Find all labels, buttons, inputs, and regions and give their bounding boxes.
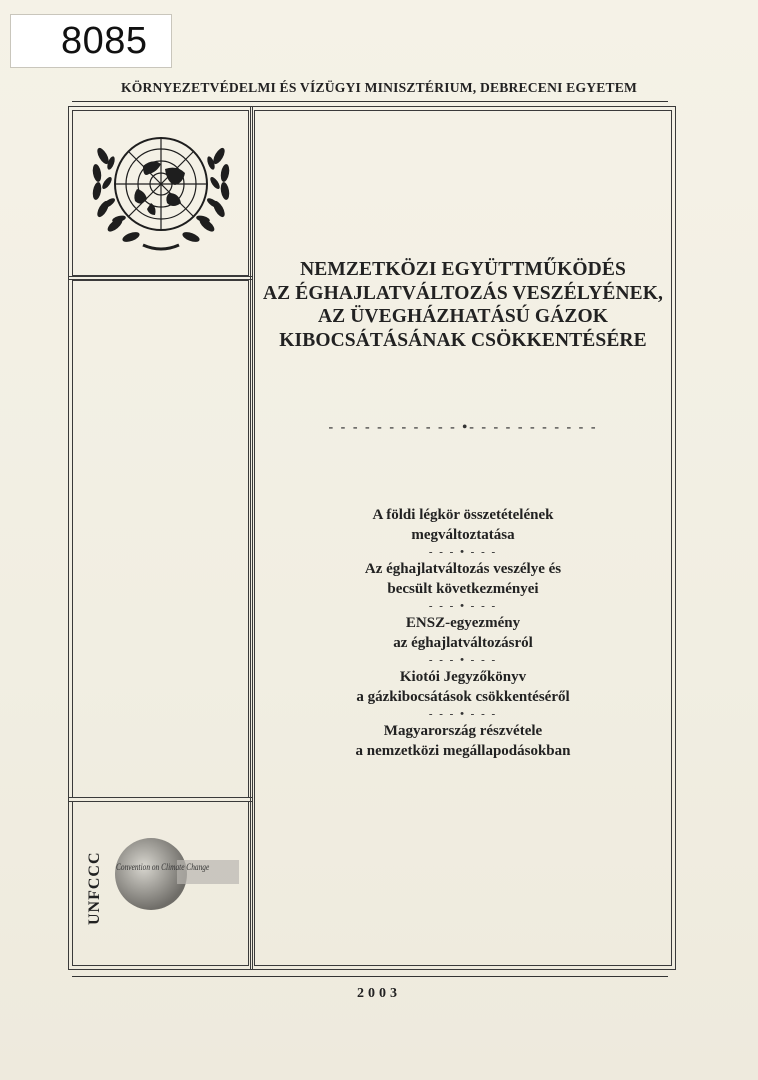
topic-item	[254, 559, 672, 599]
top-rule	[72, 101, 668, 102]
catalog-number: 8085	[61, 19, 148, 62]
topic-separator: - - - • - - -	[428, 600, 498, 612]
topic-line: ENSZ-egyezmény	[405, 615, 521, 631]
bottom-rule	[72, 976, 668, 977]
topic-line: becsült következményei	[387, 581, 539, 597]
topic-line: Kiotói Jegyzőkönyv	[399, 669, 527, 685]
catalog-number-sticker	[10, 14, 172, 68]
topic-item	[254, 721, 672, 761]
title-line-4: KIBOCSÁTÁSÁNAK CSÖKKENTÉSÉRE	[279, 329, 647, 351]
topic-line: Magyarország részvétele	[383, 723, 543, 739]
blank-panel	[72, 280, 249, 798]
publication-year: 2003	[357, 986, 401, 1001]
title-line-1: NEMZETKÖZI EGYÜTTMŰKÖDÉS	[300, 259, 626, 280]
topic-line: a gázkibocsátások csökkentéséről	[356, 689, 570, 705]
topic-line: az éghajlatváltozásról	[393, 635, 533, 651]
topic-line: a nemzetközi megállapodásokban	[355, 743, 571, 759]
topic-line: Az éghajlatváltozás veszélye és	[364, 561, 562, 577]
emblem-panel	[72, 110, 249, 276]
topic-list	[254, 505, 672, 761]
title-line-3: AZ ÜVEGHÁZHATÁSÚ GÁZOK	[317, 306, 609, 327]
unfccc-acronym: UNFCCC	[86, 851, 103, 925]
topic-item	[254, 667, 672, 707]
topic-line: A földi légkör összetételének	[372, 507, 554, 523]
unfccc-convention-text: Convention on Climate Change	[116, 862, 210, 872]
topic-line: megváltoztatása	[411, 527, 515, 543]
topic-separator: - - - • - - -	[428, 708, 498, 720]
un-emblem-icon	[73, 111, 250, 277]
document-title	[254, 258, 672, 352]
title-line-2: AZ ÉGHAJLATVÁLTOZÁS VESZÉLYÉNEK,	[262, 282, 664, 304]
topic-item	[254, 505, 672, 545]
topic-item	[254, 613, 672, 653]
topic-separator: - - - • - - -	[428, 546, 498, 558]
main-separator: - - - - - - - - - - - •- - - - - - - - - - -	[328, 420, 598, 435]
publisher-line: KÖRNYEZETVÉDELMI ÉS VÍZÜGYI MINISZTÉRIUM, DEBRECENI EGYETEM	[120, 80, 638, 95]
topic-separator: - - - • - - -	[428, 654, 498, 666]
